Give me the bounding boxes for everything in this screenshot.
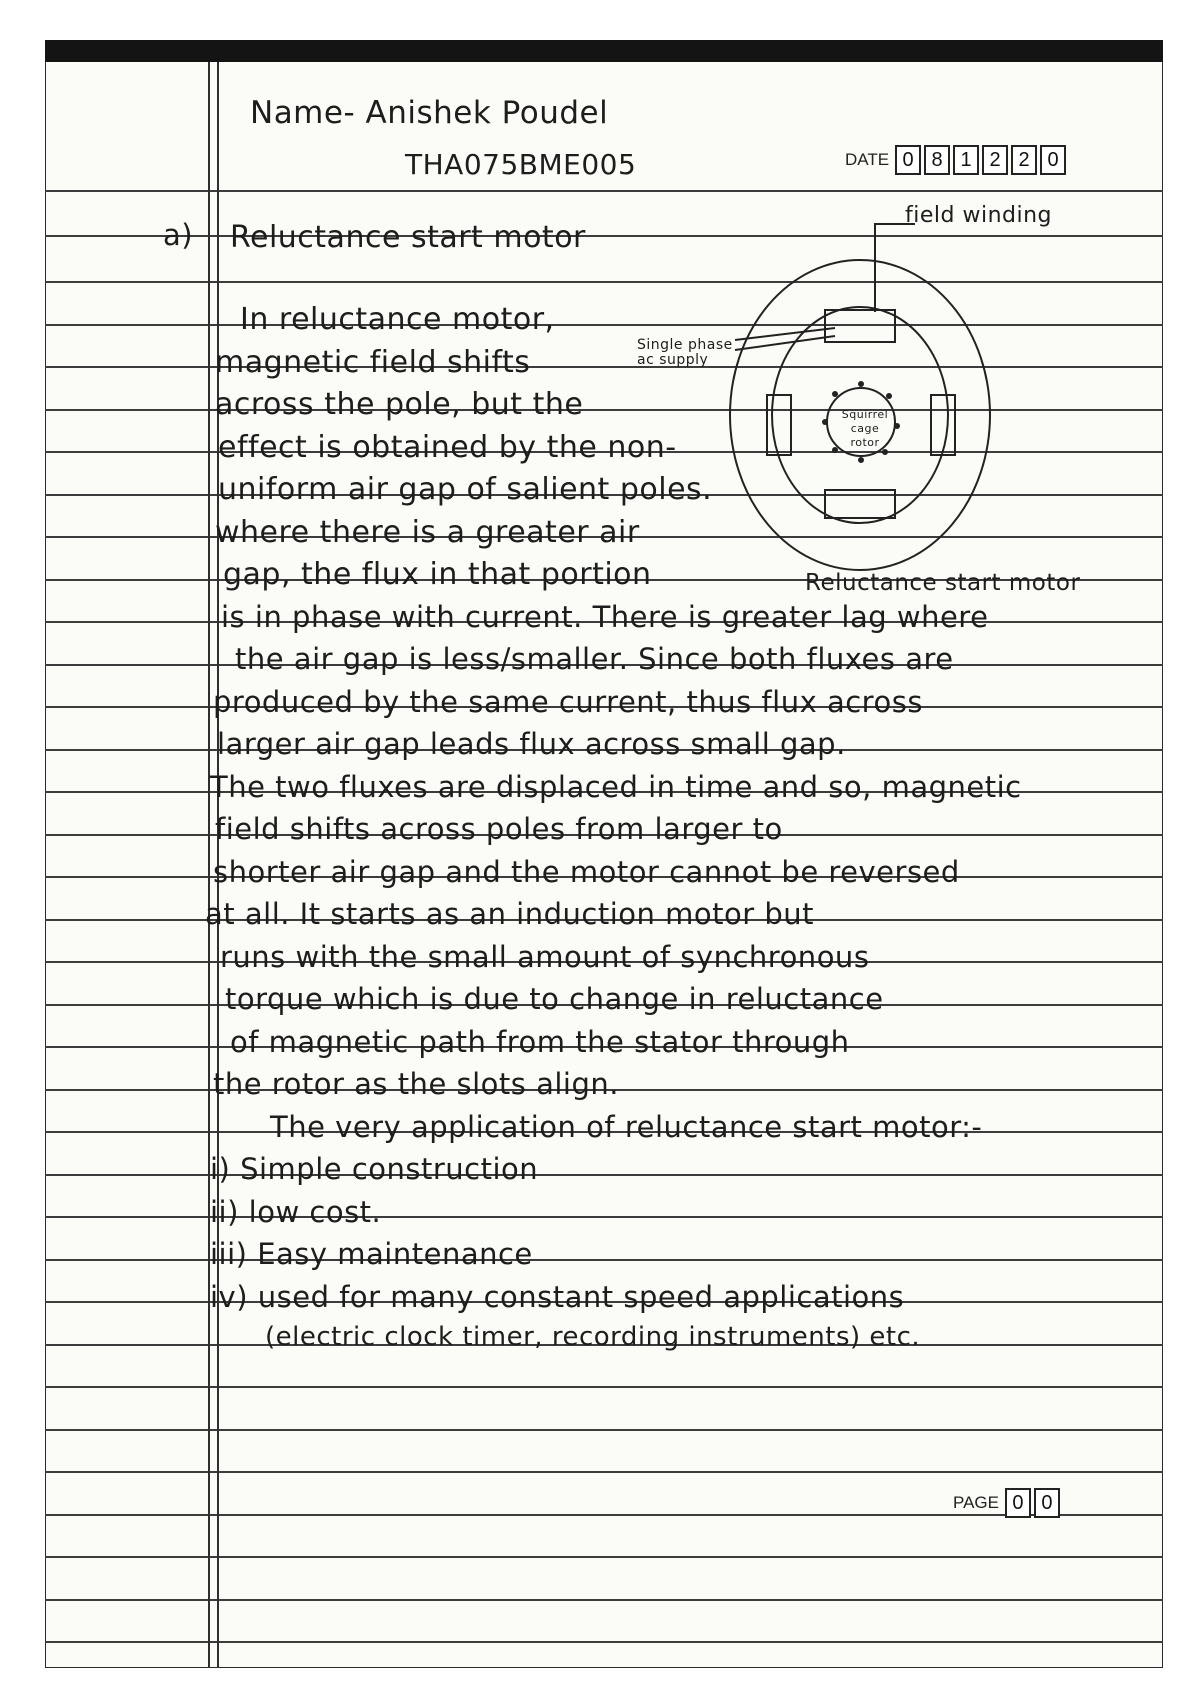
diagram-caption: Reluctance start motor <box>805 570 1081 596</box>
rotor-label: Squirrel cage rotor <box>841 408 889 449</box>
body-line: runs with the small amount of synchronous <box>220 939 870 974</box>
pole-bottom <box>825 490 895 518</box>
body-line: at all. It starts as an induction motor but <box>205 897 815 931</box>
roll-number: THA075BME005 <box>405 148 637 181</box>
date-digit: 1 <box>953 145 979 175</box>
pole-top <box>825 310 895 342</box>
body-line: the air gap is less/smaller. Since both fluxes are <box>235 642 954 676</box>
date-digit: 2 <box>982 145 1008 175</box>
date-field <box>845 145 1069 175</box>
ruled-line <box>45 190 1163 192</box>
body-line: torque which is due to change in reluctance <box>225 982 884 1016</box>
body-line: the rotor as the slots align. <box>213 1067 619 1101</box>
page-digit: 0 <box>1034 1488 1060 1518</box>
body-line: shorter air gap and the motor cannot be reversed <box>213 854 960 889</box>
body-line: of magnetic path from the stator through <box>230 1024 850 1059</box>
body-line: ii) low cost. <box>210 1194 382 1229</box>
field-winding-label: field winding <box>905 203 1052 228</box>
body-line: iv) used for many constant speed applications <box>210 1279 905 1314</box>
motor-diagram <box>685 200 1155 590</box>
ruled-line <box>45 1471 1163 1473</box>
body-line: field shifts across poles from larger to <box>215 812 783 846</box>
ruled-line <box>45 1641 1163 1643</box>
page-number-field <box>953 1488 1063 1518</box>
date-digit: 2 <box>1011 145 1037 175</box>
date-digit: 0 <box>895 145 921 175</box>
date-digit: 0 <box>1040 145 1066 175</box>
ruled-line <box>45 1429 1163 1431</box>
pole-left <box>767 395 791 455</box>
body-line: i) Simple construction <box>210 1152 539 1186</box>
body-line: gap, the flux in that portion <box>223 557 652 592</box>
ruled-line <box>45 1599 1163 1601</box>
date-label: DATE <box>845 150 890 169</box>
body-line: produced by the same current, thus flux across <box>213 684 923 719</box>
body-line: The two fluxes are displaced in time and so, magnetic <box>210 769 1022 804</box>
margin-line <box>208 62 210 1668</box>
body-line: effect is obtained by the non- <box>218 429 677 465</box>
body-line: uniform air gap of salient poles. <box>218 472 713 507</box>
body-line: where there is a greater air <box>215 514 640 550</box>
supply-label: Single phase ac supply <box>637 337 733 368</box>
ruled-line <box>45 1556 1163 1558</box>
body-line: magnetic field shifts <box>215 344 531 380</box>
body-line: iii) Easy maintenance <box>210 1237 533 1271</box>
body-line: The very application of reluctance start motor:- <box>270 1109 983 1144</box>
page-digit: 0 <box>1005 1488 1031 1518</box>
question-label: a) <box>163 218 194 252</box>
notebook-page <box>45 40 1163 1668</box>
body-line: is in phase with current. There is greater lag where <box>221 599 989 634</box>
body-line: In reluctance motor, <box>240 302 555 337</box>
body-line: larger air gap leads flux across small gap. <box>217 727 846 761</box>
page-label: PAGE <box>953 1493 999 1512</box>
field-winding-leader <box>875 224 915 312</box>
section-title: Reluctance start motor <box>230 220 586 255</box>
pole-right <box>931 395 955 455</box>
student-name: Name- Anishek Poudel <box>250 95 609 131</box>
body-line: across the pole, but the <box>215 387 584 422</box>
body-line: (electric clock timer, recording instruments) etc. <box>265 1322 921 1352</box>
date-digit: 8 <box>924 145 950 175</box>
page-top-edge <box>45 40 1163 62</box>
ruled-line <box>45 1386 1163 1388</box>
